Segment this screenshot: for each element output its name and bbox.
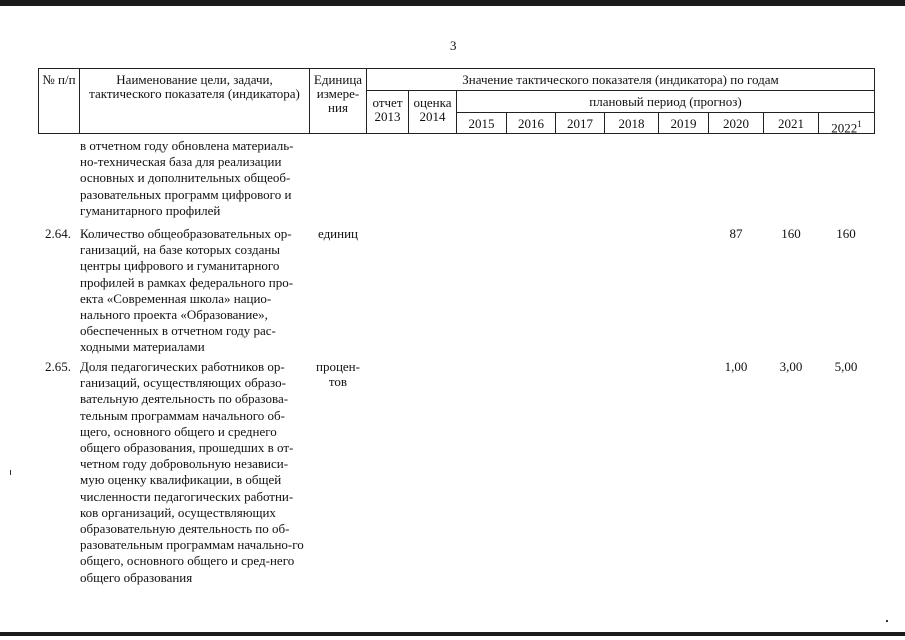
header-year-2018: 2018 [604, 112, 659, 134]
header-year-2013: 2013 [374, 109, 401, 124]
header-number: № п/п [38, 68, 80, 134]
scan-speck [886, 620, 888, 622]
header-year-2015: 2015 [456, 112, 507, 134]
scan-speck [10, 470, 11, 475]
value-2020: 1,00 [724, 359, 748, 374]
header-year-2021: 2021 [763, 112, 819, 134]
value-2022: 160 [836, 226, 856, 241]
continuation-text: в отчетном году обновлена материаль-но-техническая база для реализации основных и дополнительных общеоб-разовательных программ цифрового и гуманитарного профилей [80, 138, 294, 218]
row-number: 2.65. [45, 359, 71, 374]
header-report-label: отчет [372, 95, 403, 110]
header-planned: плановый период (прогноз) [456, 90, 875, 113]
top-border [0, 0, 905, 6]
header-estimate-label: оценка [413, 95, 452, 110]
header-name: Наименование цели, задачи, тактического показателя (индикатора) [79, 68, 310, 134]
bottom-border [0, 632, 905, 636]
header-year-2014: 2014 [419, 109, 446, 124]
row-name: Количество общеобразовательных ор-ганизаций, на базе которых созданы центры цифрового и гуманитарного профилей в рамках федерального про-екта «Современная школа» нацио-нального проекта «Образование», обеспеченных в отчетном году рас-ходными материалами [80, 226, 294, 355]
value-2020: 87 [729, 226, 743, 241]
footnote-mark: 1 [857, 119, 862, 129]
header-year-2020: 2020 [708, 112, 764, 134]
page-number: 3 [450, 38, 457, 53]
header-unit: Единица измере-ния [309, 68, 367, 134]
header-year-2017: 2017 [555, 112, 605, 134]
value-2021: 3,00 [779, 359, 803, 374]
row-number: 2.64. [45, 226, 71, 241]
header-report [366, 90, 409, 134]
row-name: Доля педагогических работников ор-ганизаций, осуществляющих образо-вательную деятельность по образова-тельным программам начального об-щего, основного общего и среднего общего образования, прошедших в от-четном году добровольную независи-мую оценку квалификации, в общей численности педагогических работни-ков организаций, осуществляющих образовательную деятельность по об-разовательным программам начально-го общего, основного общего и сред-него общего образования [80, 359, 304, 585]
row-unit: процен-тов [316, 359, 360, 389]
row-unit: единиц [317, 226, 359, 241]
header-year-2022 [818, 112, 875, 134]
header-year-2022-label: 2022 [831, 120, 858, 136]
header-year-2019: 2019 [658, 112, 709, 134]
header-estimate [408, 90, 457, 134]
header-values: Значение тактического показателя (индикатора) по годам [366, 68, 875, 91]
value-2022: 5,00 [834, 359, 858, 374]
value-2021: 160 [781, 226, 801, 241]
header-year-2016: 2016 [506, 112, 556, 134]
